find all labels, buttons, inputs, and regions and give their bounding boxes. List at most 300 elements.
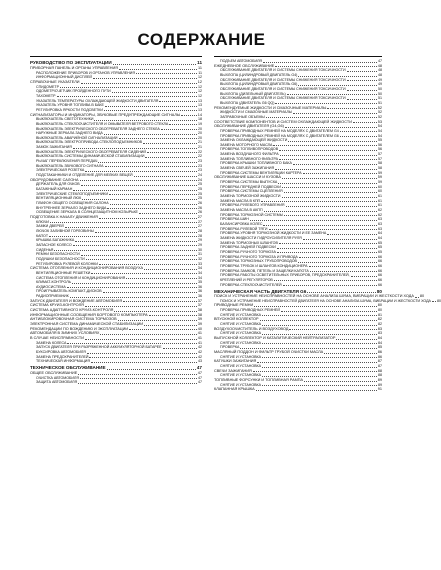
- toc-leader-dots: [181, 115, 197, 116]
- toc-leader-dots: [432, 301, 436, 302]
- toc-entry-title: ВЫКЛЮЧАТЕЛЬ СТЕКЛООЧИСТИТЕЛЯ И ОМЫВАТЕЛЯ ВЕТРОВОГО СТЕКЛА: [36, 121, 169, 126]
- toc-entry-title: ЗАМОК ЗАЖИГАНИЯ: [36, 145, 72, 150]
- toc-leader-dots: [310, 271, 377, 272]
- toc-leader-dots: [119, 69, 197, 70]
- toc-page-number: 50: [378, 91, 382, 96]
- toc-page-number: 42: [198, 350, 202, 355]
- toc-page-number: 14: [197, 112, 202, 117]
- toc-entry-title: ЗАЩИТА АВТОМОБИЛЯ: [36, 380, 78, 385]
- toc-leader-dots: [327, 108, 376, 109]
- toc-page-number: 30: [198, 247, 202, 252]
- toc-page-number: 88: [377, 368, 382, 373]
- toc-leader-dots: [262, 325, 377, 326]
- toc-entry-title: ОБОРУДОВАНИЕ САЛОНА: [30, 177, 79, 182]
- toc-entry-title: СИДЕНЬЯ: [36, 247, 54, 252]
- toc-page-number: 11: [198, 65, 202, 70]
- toc-leader-dots: [340, 131, 377, 132]
- toc-page-number: 35: [198, 280, 202, 285]
- toc-entry-title: ПОДЪЕМ АВТОМОБИЛЯ: [220, 59, 263, 63]
- toc-page-number: 66: [378, 259, 382, 264]
- toc-leader-dots: [266, 117, 377, 118]
- toc-entry-title: ВПУСКНОЙ КОЛЛЕКТОР: [214, 317, 259, 322]
- toc-entry-title: СНЯТИЕ И УСТАНОВКА: [220, 373, 262, 378]
- toc-leader-dots: [288, 141, 377, 142]
- toc-leader-dots: [293, 113, 377, 114]
- toc-leader-dots: [298, 76, 377, 77]
- toc-page-number: 89: [378, 382, 382, 387]
- toc-page-number: 12: [198, 93, 202, 98]
- toc-page-number: 38: [197, 312, 202, 317]
- toc-entry-title: ПЛАФОН ОБЩЕГО ОСВЕЩЕНИЯ САЛОНА: [36, 201, 109, 206]
- toc-entry-title: ОБСЛУЖИВАНИЕ ДВИГАТЕЛЯ И СИСТЕМЫ СНИЖЕНИЯ ТОКСИЧНОСТИ: [220, 86, 346, 91]
- toc-entry-title: ТЕХНИЧЕСКОЕ ОБСЛУЖИВАНИЕ: [30, 365, 106, 371]
- toc-page-number: 47: [378, 59, 382, 63]
- toc-page-number: 47: [198, 375, 202, 380]
- toc-page-number: 43: [198, 359, 202, 364]
- toc-page-number: 54: [377, 124, 382, 129]
- toc-entry-title: ОБСЛУЖИВАНИЕ ДВИГАТЕЛЯ (G4,G6): [214, 124, 284, 129]
- toc-entry-title: ПРОВЕРКА РУЛЕВОЙ ТЯГИ: [220, 226, 268, 231]
- toc-page-number: 12: [197, 79, 202, 84]
- toc-leader-dots: [262, 315, 377, 316]
- toc-page-number: 59: [377, 175, 382, 180]
- toc-leader-dots: [163, 348, 197, 349]
- toc-leader-dots: [91, 362, 197, 363]
- toc-entry-title: ПРИВОДНЫЕ РЕМНИ: [214, 303, 254, 308]
- toc-page-number: 85: [378, 345, 382, 350]
- toc-entry-title: УКАЗАТЕЛЬ ТЕМПЕРАТУРЫ ОХЛАЖДАЮЩЕЙ ЖИДКОСТИ ДВИГАТЕЛЯ: [36, 98, 159, 103]
- toc-page-number: 88: [378, 373, 382, 378]
- toc-entry-title: ОБСЛУЖИВАНИЕ ДВИГАТЕЛЯ И СИСТЕМЫ СНИЖЕНИЯ ТОКСИЧНОСТИ: [220, 68, 346, 73]
- toc-entry-title: БАЛАНСИРОВКА КОЛЕС: [220, 221, 263, 226]
- toc-entry-title: ЗАМЕНА ПРЕДОХРАНИТЕЛЕЙ: [36, 354, 89, 359]
- toc-page-number: 25: [198, 196, 202, 201]
- toc-page-number: 41: [197, 336, 202, 341]
- toc-page-number: 37: [197, 303, 202, 308]
- toc-entry-title: ПРОВЕРКА ПРИВОДНЫХ РЕМНЕЙ НА МОДЕЛЯХ С ДВИГАТЕЛЕМ G4: [220, 128, 339, 133]
- toc-leader-dots: [277, 248, 377, 249]
- toc-page-number: 84: [378, 340, 382, 345]
- toc-entry-title: СНЯТИЕ И УСТАНОВКА: [220, 331, 262, 336]
- toc-page-number: 28: [198, 228, 202, 233]
- toc-page-number: 66: [378, 268, 382, 273]
- toc-page-number: 12: [198, 89, 202, 94]
- toc-leader-dots: [103, 292, 197, 293]
- toc-leader-dots: [82, 199, 197, 200]
- toc-leader-dots: [139, 213, 197, 214]
- toc-entry-title: ПРОВЕРКА ПРИВОДНЫХ РЕМНЕЙ НА МОДЕЛЯХ С ДВИГАТЕЛЕМ G6: [220, 133, 339, 138]
- toc-leader-dots: [285, 127, 377, 128]
- toc-leader-dots: [136, 73, 197, 74]
- toc-leader-dots: [340, 136, 377, 137]
- toc-leader-dots: [134, 176, 197, 177]
- toc-entry-title: ЗАМЕНА ВОЗДУШНОГО ФИЛЬТРА: [220, 152, 279, 157]
- toc-page-number: 66: [378, 263, 382, 268]
- toc-page-number: 24: [198, 173, 202, 178]
- toc-entry-title: ЗАПАСНОЕ КОЛЕСО: [36, 242, 72, 247]
- toc-page-number: 13: [198, 107, 202, 112]
- toc-entry-title: ПРОВЕРКА ЗАМКОВ, ПЕТЕЛЬ И ЗАЩЕЛКИ КАПОТА: [220, 268, 309, 273]
- toc-entry-title: ОДОМЕТР/СЧЕТЧИК ПРОЙДЕННОГО ПУТИ: [36, 89, 111, 94]
- toc-page-number: 20: [198, 135, 202, 140]
- toc-leader-dots: [95, 232, 197, 233]
- toc-leader-dots: [105, 106, 197, 107]
- toc-entry-title: СИСТЕМА КРУИЗ-КОНТРОЛЯ: [30, 303, 84, 308]
- toc-leader-dots: [263, 225, 377, 226]
- toc-page-number: 11: [197, 60, 202, 66]
- toc-entry[interactable]: [30, 380, 202, 385]
- toc-page-number: 29: [198, 238, 202, 243]
- toc-leader-dots: [149, 315, 197, 316]
- toc-leader-dots: [98, 162, 197, 163]
- toc-page-number: 11: [198, 70, 202, 75]
- toc-entry[interactable]: [214, 283, 382, 288]
- toc-entry-title: ИНФОРМАЦИОННЫЕ СООБЩЕНИЯ БОРТОВОГО КОМПЬЮТЕРА: [30, 312, 148, 317]
- toc-entry-title: ЗАМКИ ДВЕРЕЙ: [36, 224, 64, 229]
- toc-leader-dots: [280, 155, 377, 156]
- toc-entry-title: ВОЗДУХООЧИСТИТЕЛЬ И ВОЗДУХОВОД: [214, 326, 289, 331]
- toc-page-number: 27: [197, 214, 202, 219]
- toc-leader-dots: [262, 357, 377, 358]
- toc-leader-dots: [262, 343, 377, 344]
- toc-page-number: 66: [378, 277, 382, 282]
- toc-leader-dots: [282, 197, 377, 198]
- toc-leader-dots: [159, 101, 197, 102]
- toc-page-number: 23: [198, 159, 202, 164]
- toc-entry-title: СНЯТИЕ И УСТАНОВКА: [220, 363, 262, 368]
- toc-page-number: 26: [198, 210, 202, 215]
- toc-entry-title: ТОПЛИВНЫЕ ФОРСУНКИ И ТОПЛИВНАЯ РАМПА: [214, 377, 304, 382]
- toc-entry-title: ПРОВЕРКА ТОРМОЗНОЙ СИСТЕМЫ: [220, 212, 283, 217]
- toc-entry-title: ВЫКЛЮЧАТЕЛЬ ЗВУКОВОГО СИГНАЛА: [36, 163, 104, 168]
- toc-page-number: 28: [198, 233, 202, 238]
- toc-entry-title: СПИДОМЕТР: [36, 84, 59, 89]
- toc-leader-dots: [57, 96, 197, 97]
- toc-entry-title: ПРОВЕРКА РУЧНОГО ТОРМОЗА: [220, 249, 276, 254]
- toc-entry-title: СИСТЕМА АДАПТИВНОГО КРУИЗ-КОНТРОЛЯ: [30, 308, 114, 313]
- toc-leader-dots: [347, 90, 377, 91]
- toc-leader-dots: [304, 381, 377, 382]
- toc-leader-dots: [144, 325, 197, 326]
- toc-leader-dots: [129, 329, 197, 330]
- toc-entry-title: ЭЛЕКТРОННАЯ СИСТЕМА ДИНАМИЧЕСКОЙ СТАБИЛИЗАЦИИ: [30, 322, 144, 327]
- toc-entry-title: ВЫХЛОПА (ЦИЛИНДРОВЫЙ ДВИГАТЕЛЬ G4): [220, 72, 298, 77]
- toc-leader-dots: [104, 110, 197, 111]
- toc-entry-title: ТЕХНИЧЕСКАЯ ИНФОРМАЦИЯ: [36, 359, 90, 364]
- toc-leader-dots: [100, 334, 196, 335]
- toc-entry-title: ПРОВЕРКА РУЧНОГО ТОРМОЗА И ПРИВОДА: [220, 254, 298, 259]
- toc-leader-dots: [161, 129, 197, 130]
- toc-page-number: 83: [377, 326, 382, 331]
- toc-page-number: 25: [198, 182, 202, 187]
- toc-page-number: 24: [197, 177, 202, 182]
- toc-entry-title: СООТВЕТСТВИЕ КОМПОНЕНТОВ И СИСТЕМ ОХЛАЖДАЮЩЕЙ ЖИДКОСТИ: [214, 119, 352, 124]
- toc-leader-dots: [282, 187, 377, 188]
- toc-entry-title: ПРОВЕРКА ТОРМОЗНЫХ ТРУБОПРОВОДОВ: [220, 259, 297, 264]
- toc-page-number: 38: [197, 308, 202, 313]
- toc-page-number: 82: [378, 322, 382, 327]
- toc-entry-title: ВЫХЛОПА (ДВИГАТЕЛЬ G6 QQ): [220, 100, 275, 105]
- toc-leader-dots: [147, 152, 197, 153]
- toc-leader-dots: [94, 120, 197, 121]
- toc-leader-dots: [78, 383, 197, 384]
- toc-page-number: 48: [378, 68, 382, 73]
- toc-entry-title: ОБЩЕЕ ОБСЛУЖИВАНИЕ: [30, 370, 78, 375]
- toc-entry-title: ВЫКЛЮЧАТЕЛЬ ЭЛЕКТРИЧЕСКОГО ОБОГРЕВАТЕЛЯ ЗАДНЕГО СТЕКЛА: [36, 126, 160, 131]
- toc-page-number: 59: [378, 180, 382, 185]
- toc-leader-dots: [250, 220, 377, 221]
- toc-entry-title: ЗАМЕНА ЖИДКОСТИ ГИДРОУСИЛИТЕЛЯ РУЛЯ: [220, 235, 302, 240]
- toc-page-number: 87: [377, 359, 382, 364]
- toc-leader-dots: [112, 92, 197, 93]
- toc-page-number: 62: [378, 212, 382, 217]
- toc-entry-title: РЕГУЛИРОВКА РУЛЕВОЙ КОЛОНКИ: [36, 261, 98, 266]
- toc-page-number: 87: [378, 363, 382, 368]
- toc-page-number: 22: [198, 154, 202, 159]
- toc-entry-title: ОБСЛУЖИВАНИЕ ДВИГАТЕЛЯ И СИСТЕМЫ СНИЖЕНИЯ ТОКСИЧНОСТИ: [220, 96, 346, 101]
- toc-leader-dots: [114, 311, 196, 312]
- toc-page-number: 80: [376, 288, 382, 294]
- toc-entry-title: РЕКОМЕНДАЦИИ ПО ВОЖДЕНИЮ И ЭКСПЛУАТАЦИИ: [30, 326, 129, 331]
- toc-leader-dots: [307, 292, 376, 293]
- toc-entry-title: СНЯТИЕ И УСТАНОВКА: [220, 354, 262, 359]
- toc-entry-title: НАРУЖНЫЕ ЗЕРКАЛА ЗАДНЕГО ВИДА: [36, 131, 103, 136]
- toc-page-number: 42: [198, 354, 202, 359]
- toc-page-number: 57: [378, 156, 382, 161]
- toc-leader-dots: [347, 71, 377, 72]
- toc-page-number: 47: [197, 370, 202, 375]
- toc-entry-title: ОБСЛУЖИВАНИЕ ШАССИ И КУЗОВА: [214, 175, 281, 180]
- toc-entry-title: ЗАПРАВОЧНЫЕ ОБЪЕМЫ: [220, 114, 265, 119]
- toc-leader-dots: [99, 218, 197, 219]
- toc-page-number: 65: [378, 245, 382, 250]
- toc-entry-title: КАПОТ: [36, 233, 49, 238]
- toc-entry-title: ВЫКЛЮЧАТЕЛЬ СВЕТОТЕХНИКИ: [36, 117, 94, 122]
- toc-leader-dots: [70, 297, 197, 298]
- toc-leader-dots: [107, 369, 196, 370]
- toc-page-number: 12: [198, 75, 202, 80]
- toc-entry-title: ВНУТРЕННЕЕ ЗЕРКАЛО ЗАДНЕГО ВИДА: [36, 205, 107, 210]
- toc-leader-dots: [85, 171, 197, 172]
- toc-entry[interactable]: [30, 359, 202, 364]
- toc-page-number: 63: [378, 221, 382, 226]
- toc-leader-dots: [353, 122, 377, 123]
- toc-page-number: 57: [378, 152, 382, 157]
- toc-entry-title: ВЫКЛЮЧАТЕЛЬ ЭЛЕКТРОПРИВОДА СТЕКЛОПОДЪЕМНИКОВ: [36, 140, 143, 145]
- toc-page-number: 39: [197, 317, 202, 322]
- toc-leader-dots: [336, 339, 376, 340]
- toc-entry-title: В СЛУЧАЕ НЕИСПРАВНОСТИ: [30, 336, 84, 341]
- toc-leader-dots: [286, 206, 377, 207]
- toc-leader-dots: [264, 211, 377, 212]
- toc-page-number: 26: [198, 201, 202, 206]
- toc-entry-title: ЖИДКОСТИ И СМАЗОЧНЫЕ МАТЕРИАЛЫ: [220, 110, 293, 115]
- toc-leader-dots: [263, 62, 377, 63]
- toc-leader-dots: [289, 329, 376, 330]
- toc-leader-dots: [275, 169, 377, 170]
- toc-entry-title: СИСТЕМА ОТОПЛЕНИЯ И КОНДИЦИОНИРОВАНИЯ ВОЗДУХА: [30, 266, 144, 271]
- toc-leader-dots: [262, 367, 377, 368]
- toc-leader-dots: [54, 250, 197, 251]
- toc-page-number: 31: [198, 252, 202, 257]
- toc-entry-title: ПРОВЕРКА ЗАДНЕЙ ПОДВЕСКИ: [220, 245, 276, 250]
- toc-leader-dots: [73, 148, 197, 149]
- toc-page-number: 53: [377, 119, 382, 124]
- toc-entry-title: ВЫКЛЮЧАТЕЛЬ ЭЛЕКТРИЧЕСКОГО ОБОГРЕВАТЕЛЯ СИДЕНИЙ: [36, 149, 146, 154]
- toc-entry-title: ЗАМЕНА ОХЛАЖДАЮЩЕЙ ЖИДКОСТИ: [220, 138, 288, 143]
- toc-page-number: 80: [419, 294, 425, 299]
- toc-entry-title: СИГНАЛИЗАТОРЫ И ИНДИКАТОРЫ, ЗВУКОВЫЕ ПРЕДУПРЕЖДАЮЩИЕ СИГНАЛЫ: [30, 112, 181, 117]
- toc-page-number: 19: [198, 121, 202, 126]
- toc-leader-dots: [143, 143, 197, 144]
- toc-page-number: 52: [378, 110, 382, 115]
- toc-page-number: 13: [198, 98, 202, 103]
- toc-entry-title: МЕХАНИЧЕСКАЯ ЧАСТЬ ДВИГАТЕЛЯ G6: [214, 288, 307, 294]
- toc-leader-dots: [303, 173, 377, 174]
- toc-entry-title: ОЧИСТКА АВТОМОБИЛЯ: [36, 375, 79, 380]
- toc-leader-dots: [126, 278, 197, 279]
- toc-page-number: 36: [198, 284, 202, 289]
- toc-entry-title: ПРОВЕРКА: [220, 345, 240, 350]
- toc-leader-dots: [73, 245, 197, 246]
- toc-page-number: 89: [377, 377, 382, 382]
- toc-leader-dots: [99, 264, 197, 265]
- toc-entry-title: ВЫКЛЮЧАТЕЛЬ АВАРИЙНОЙ СИГНАЛИЗАЦИИ: [36, 135, 118, 140]
- toc-entry-title: ПОДГОТОВКА К НАЧАЛУ ДВИЖЕНИЯ: [30, 214, 98, 219]
- toc-entry-title: ПОДСТАКАННИКИ И ОТДЕЛЕНИЕ ДЛЯ МЕЛКИХ ВЕЩЕЙ: [36, 173, 133, 178]
- toc-entry-title: КРЕПЛЕНИЙ И РЕГУЛЯТОРОВ: [220, 277, 273, 282]
- toc-page-number: 54: [378, 128, 382, 133]
- toc-entry-title: ДЕРЖАТЕЛЬ ДЛЯ ОЧКОВ: [36, 182, 80, 187]
- toc-leader-dots: [109, 194, 197, 195]
- toc-leader-dots: [287, 94, 377, 95]
- toc-leader-dots: [65, 227, 197, 228]
- toc-entry-title: ПРОВЕРКА ПРИВОДНЫХ РЕМНЕЙ: [220, 308, 280, 313]
- toc-entry-title: ВЫКЛЮЧАТЕЛЬ СИСТЕМЫ ДИНАМИЧЕСКОЙ СТАБИЛИЗАЦИИ: [36, 154, 145, 159]
- toc-leader-dots: [73, 190, 197, 191]
- toc-page-number: 91: [377, 387, 382, 392]
- toc-leader-dots: [274, 280, 377, 281]
- toc-entry-title: АНТИБЛОКИРОВОЧНАЯ СИСТЕМА ТОРМОЗОВ: [30, 317, 117, 322]
- toc-page-number: 66: [378, 282, 382, 287]
- toc-page-number: 61: [378, 203, 382, 208]
- toc-entry-title: МАСЛЯНЫЙ ПОДДОН И ФИЛЬТР ГРУБОЙ ОЧИСТКИ МАСЛА: [214, 350, 324, 355]
- toc-leader-dots: [279, 243, 377, 244]
- toc-leader-dots: [67, 287, 197, 288]
- toc-entry-title: ЗАПУСК ДВИГАТЕЛЯ ПРИ РАЗРЯЖЕННОЙ АККУМУЛЯТОРНОЙ БАТАРЕЕ: [36, 345, 162, 350]
- toc-leader-dots: [260, 320, 377, 321]
- toc-page-number: 22: [198, 149, 202, 154]
- toc-entry-title: СНЯТИЕ И УСТАНОВКА: [220, 382, 262, 387]
- toc-leader-dots: [282, 178, 377, 179]
- toc-page-number: 37: [197, 298, 202, 303]
- toc-entry-title: БУКСИРОВКА АВТОМОБИЛЯ: [36, 350, 86, 355]
- toc-page-number: 60: [378, 189, 382, 194]
- toc-entry-title: РЫЧАГ ПЕРЕКЛЮЧЕНИЯ ПЕРЕДАЧ: [36, 159, 98, 164]
- toc-leader-dots: [303, 239, 377, 240]
- toc-page-number: 13: [198, 103, 202, 108]
- toc-page-number: 58: [378, 161, 382, 166]
- toc-page-number: 58: [378, 166, 382, 171]
- toc-page-number: 29: [198, 242, 202, 247]
- toc-page-number: 60: [378, 184, 382, 189]
- toc-page-number: 23: [198, 168, 202, 173]
- toc-entry-title: ПРОВЕРКА СИСТЕМЫ ВЕНТИЛЯЦИИ КАРТЕРА: [220, 170, 302, 175]
- toc-leader-dots: [262, 334, 377, 335]
- toc-entry-title: ЛЮЧОК ЗАЛИВНОЙ ГОРЛОВИНЫ: [36, 228, 94, 233]
- toc-page-number: 83: [378, 331, 382, 336]
- toc-page-number: 86: [378, 354, 382, 359]
- toc-leader-dots: [144, 269, 197, 270]
- toc-entry-title: ТАХОМЕТР: [36, 93, 56, 98]
- toc-leader-dots: [123, 301, 197, 302]
- toc-leader-dots: [91, 273, 197, 274]
- toc-page-number: 48: [378, 72, 382, 77]
- toc-page-number: 25: [198, 187, 202, 192]
- toc-leader-dots: [89, 357, 197, 358]
- toc-leader-dots: [275, 103, 377, 104]
- toc-leader-dots: [72, 283, 197, 284]
- toc-page-number: 54: [378, 133, 382, 138]
- toc-page-number: 40: [197, 326, 202, 331]
- toc-entry-title: КЛЮЧИ: [36, 219, 49, 224]
- toc-leader-dots: [277, 252, 377, 253]
- toc-page-number: 52: [378, 114, 382, 119]
- toc-page-number: 21: [198, 140, 202, 145]
- toc-page-number: 20: [198, 126, 202, 131]
- toc-leader-dots: [119, 138, 198, 139]
- toc-entry-title: ПРИБОРНАЯ ПАНЕЛЬ И ОРГАНЫ УПРАВЛЕНИЯ: [30, 65, 119, 70]
- toc-page-number: 36: [198, 289, 202, 294]
- toc-entry-title: БАГАЖНЫЙ КАРМАН: [36, 187, 73, 192]
- toc-page-number: 20: [198, 131, 202, 136]
- toc-page-number: 48: [377, 63, 382, 68]
- toc-page-number: 47: [198, 380, 202, 385]
- toc-leader-dots: [283, 285, 377, 286]
- toc-entry[interactable]: [214, 387, 382, 392]
- toc-entry-title: ПРОВЕРКА ТРУБОК И ШЛАНГОВ КОНДИЦИОНЕРА: [220, 263, 308, 268]
- toc-page-number: 64: [378, 231, 382, 236]
- toc-entry-title: ПРОВЕРКА ШИН: [220, 217, 249, 222]
- toc-leader-dots: [105, 166, 197, 167]
- toc-leader-dots: [415, 297, 419, 298]
- toc-entry-title: ЗАМЕНА МОТОРНОГО МАСЛА: [220, 142, 273, 147]
- toc-leader-dots: [257, 362, 377, 363]
- left-divider: [30, 56, 202, 57]
- toc-leader-dots: [351, 276, 377, 277]
- toc-entry-title: ПРОИГРЫВАТЕЛЬ КОМПАКТ-ДИСКОВ: [36, 289, 102, 294]
- toc-page-number: 33: [198, 261, 202, 266]
- toc-leader-dots: [85, 306, 197, 307]
- toc-page-number: 63: [378, 226, 382, 231]
- toc-page-number: 34: [197, 266, 202, 271]
- toc-leader-dots: [85, 339, 197, 340]
- toc-entry-title: ПРОВЕРКА УРОВНЯ ТОРМОЗНОЙ ЖИДКОСТИ И ЕЕ ЗАМЕНА: [220, 231, 327, 236]
- toc-entry-title: КЛАПАННАЯ КРЫШКА: [214, 387, 255, 392]
- toc-entry-title: ОСВЕЩЕНИЕ ЗЕРКАЛА В СОЛНЦЕЗАЩИТНОМ КОЗЫРЬКЕ: [36, 210, 138, 215]
- toc-leader-dots: [284, 192, 377, 193]
- toc-entry-title: СВЕЧИ ЗАЖИГАНИЯ: [214, 368, 252, 373]
- toc-leader-dots: [293, 164, 377, 165]
- toc-entry-title: КРЫШКА БАГАЖНИКА: [36, 238, 75, 243]
- toc-entry-title: ПРОВЕРКА СИСТЕМЫ ВЫПУСКА: [220, 180, 278, 185]
- toc-leader-dots: [93, 78, 197, 79]
- toc-entry-title: ПОИСК И УСТРАНЕНИЕ НЕИСПРАВНОСТЕЙ ДВИГАТЕЛЯ НА ОСНОВЕ АНАЛИЗА ШУМА, ВИБРАЦИИ И ЖЕСТКОСТИ ХОДА: [220, 298, 431, 303]
- toc-leader-dots: [254, 306, 377, 307]
- toc-leader-dots: [86, 259, 197, 260]
- toc-page-number: 18: [198, 117, 202, 122]
- toc-page-number: 80: [377, 303, 382, 308]
